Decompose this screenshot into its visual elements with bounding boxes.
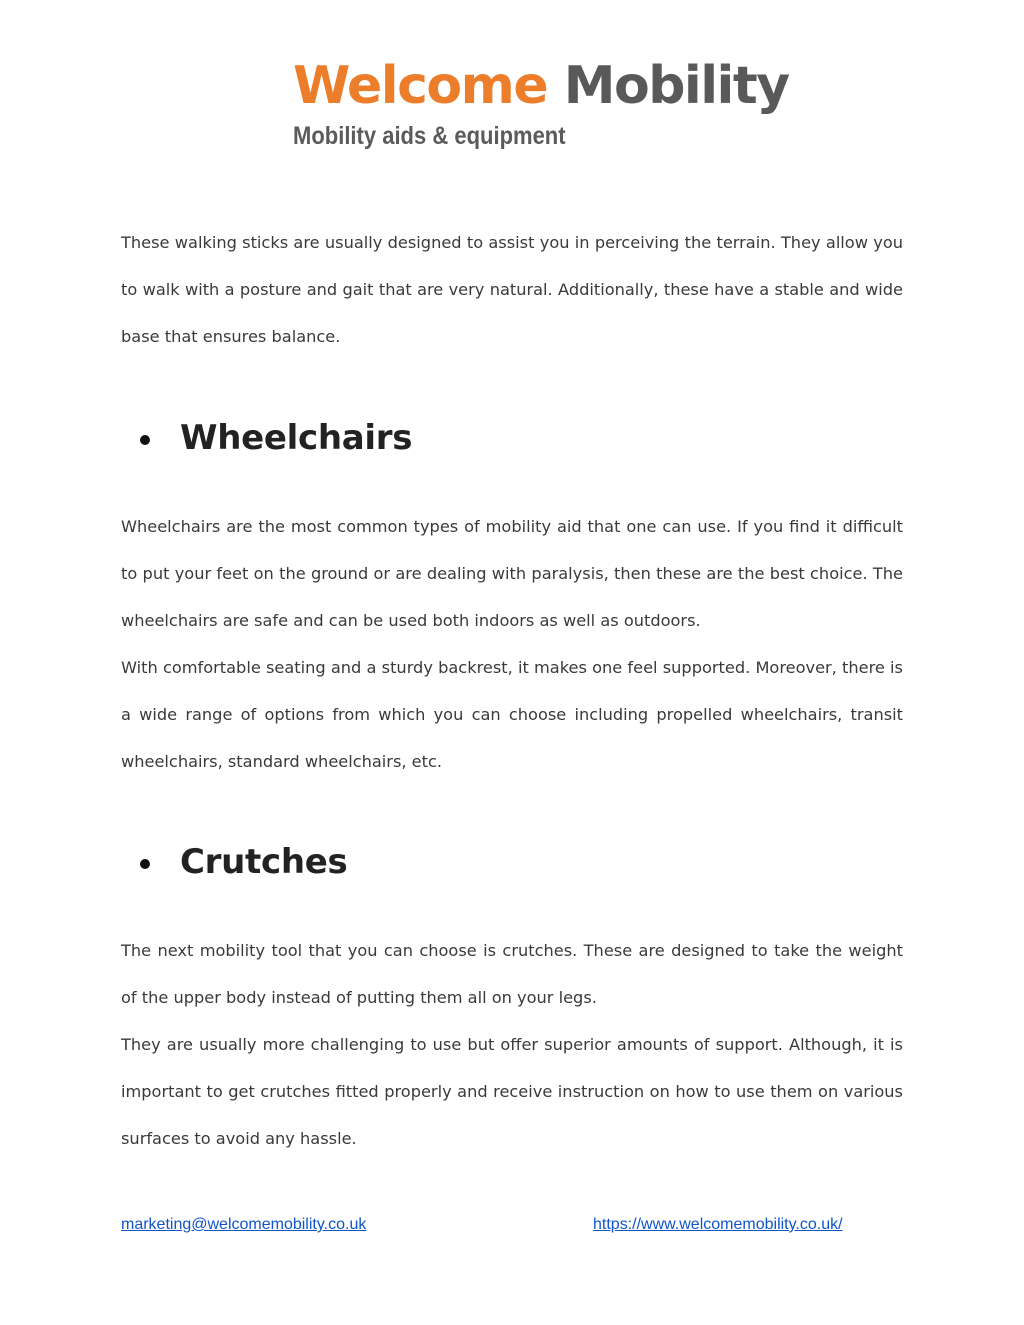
section-heading-crutches bbox=[140, 842, 347, 882]
bullet-icon bbox=[140, 435, 150, 445]
footer-website-link[interactable]: https://www.welcomemobility.co.uk/ bbox=[593, 1216, 843, 1233]
footer-email-link[interactable]: marketing@welcomemobility.co.uk bbox=[121, 1216, 367, 1233]
section-title-text: Wheelchairs bbox=[180, 418, 413, 458]
logo-word-mobility: Mobility bbox=[563, 56, 789, 116]
paragraph: Wheelchairs are the most common types of mobility aid that one can use. If you find it difficult to put your feet on the ground or are dealing with paralysis, then these are the best choice. The wheelchairs are safe and can be used both indoors as well as outdoors. bbox=[121, 517, 903, 630]
section-heading-wheelchairs bbox=[140, 418, 412, 458]
paragraph: The next mobility tool that you can choose is crutches. These are designed to take the weight of the upper body instead of putting them all on your legs. bbox=[121, 941, 903, 1007]
section-title-text: Crutches bbox=[180, 842, 348, 882]
logo-wordmark bbox=[293, 52, 789, 120]
brand-logo bbox=[293, 52, 789, 151]
logo-word-welcome: Welcome bbox=[293, 56, 548, 116]
intro-paragraph: These walking sticks are usually designed to assist you in perceiving the terrain. They allow you to walk with a posture and gait that are very natural. Additionally, these have a stable and wide base that ensures balance. bbox=[121, 233, 903, 346]
logo-tagline: Mobility aids & equipment bbox=[293, 122, 566, 150]
paragraph: With comfortable seating and a sturdy backrest, it makes one feel supported. Moreover, there is a wide range of options from which you can choose including propelled wheelchairs, transit wheelchairs, standard wheelchairs, etc. bbox=[121, 658, 903, 771]
intro-block bbox=[121, 219, 903, 360]
section-body-wheelchairs bbox=[121, 503, 903, 785]
section-body-crutches bbox=[121, 927, 903, 1162]
bullet-icon bbox=[140, 859, 150, 869]
paragraph: They are usually more challenging to use but offer superior amounts of support. Although, it is important to get crutches fitted properly and receive instruction on how to use them on various surfaces to avoid any hassle. bbox=[121, 1035, 903, 1148]
